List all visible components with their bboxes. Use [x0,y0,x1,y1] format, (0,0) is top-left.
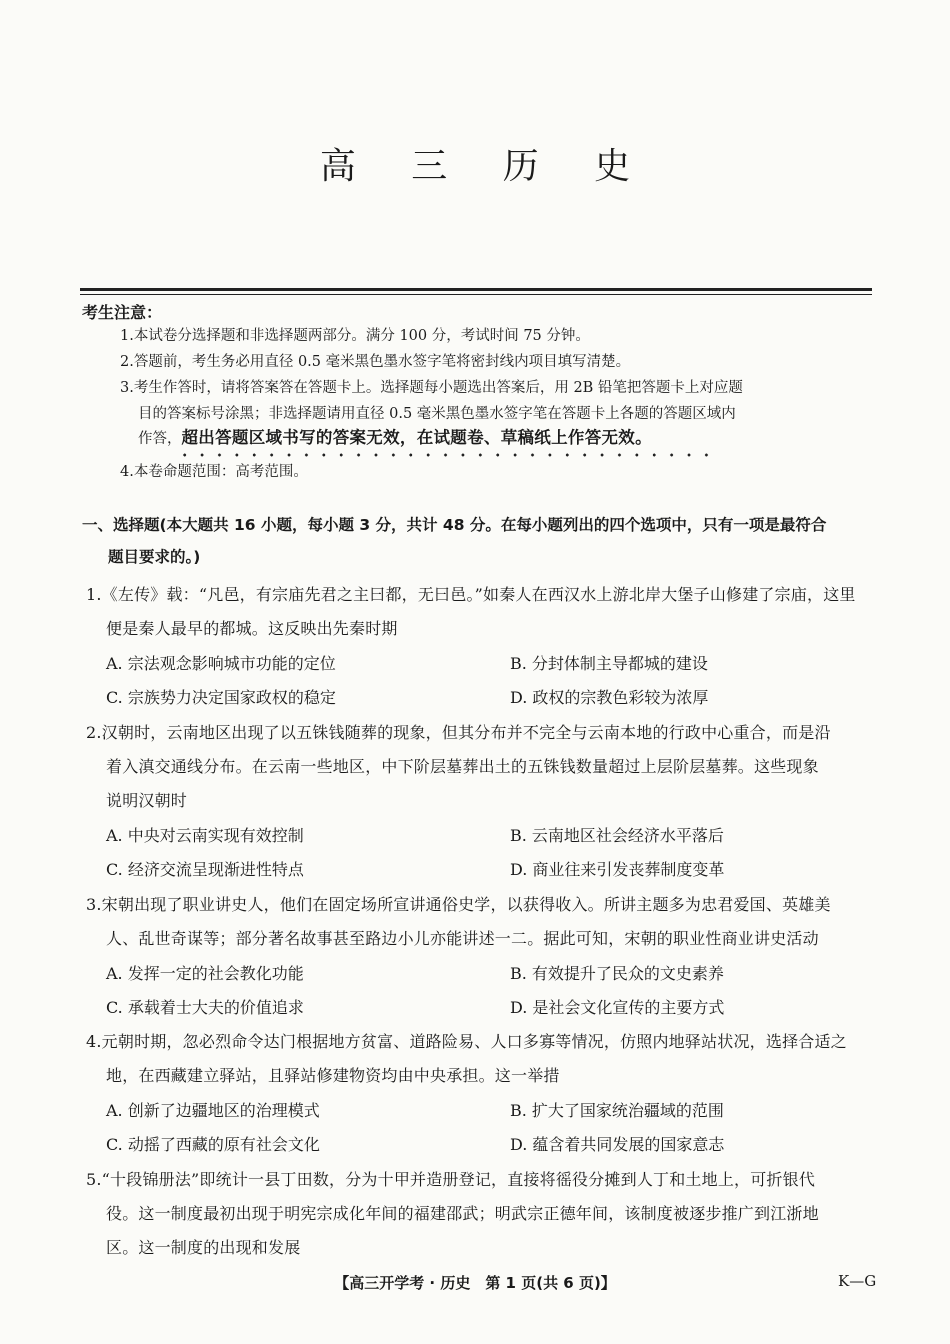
option-c[interactable]: C. 宗族势力决定国家政权的稳定 [106,688,336,707]
section-heading-cont: 题目要求的。) [108,548,201,566]
page-footer: 【高三开学考 · 历史 第 1 页(共 6 页)】 [334,1274,616,1292]
notice-item-3-emphasis-line [138,428,652,449]
paper-code: K—G [838,1272,877,1290]
question-line: 4.元朝时期，忽必烈命令达门根据地方贫富、道路险易、人口多寡等情况，仿照内地驿站状况，选择合适之 [86,1032,847,1051]
question-line: 2.汉朝时，云南地区出现了以五铢钱随葬的现象，但其分布并不完全与云南本地的行政中心重合，而是沿 [86,723,831,742]
header-rule-thick [80,288,872,291]
notice-item-4: 4.本卷命题范围：高考范围。 [120,464,308,480]
question-line: 区。这一制度的出现和发展 [106,1238,301,1257]
question-line: 5.“十段锦册法”即统计一县丁田数，分为十甲并造册登记，直接将徭役分摊到人丁和土地上，可折银代 [86,1170,816,1189]
question-line: 着入滇交通线分布。在云南一些地区，中下阶层墓葬出土的五铢钱数量超过上层阶层墓葬。这些现象 [106,757,819,776]
option-b[interactable]: B. 分封体制主导都城的建设 [510,654,708,673]
question-line: 1.《左传》载：“凡邑，有宗庙先君之主曰都，无曰邑。”如秦人在西汉水上游北岸大堡子山修建了宗庙，这里 [86,585,856,604]
option-a[interactable]: A. 创新了边疆地区的治理模式 [106,1101,320,1120]
question-line: 役。这一制度最初出现于明宪宗成化年间的福建邵武；明武宗正德年间，该制度被逐步推广到江浙地 [106,1204,819,1223]
option-b[interactable]: B. 有效提升了民众的文史素养 [510,964,724,983]
page-title: 高 三 历 史 [319,146,653,187]
emphasis-dots [176,452,716,458]
question-line: 3.宋朝出现了职业讲史人，他们在固定场所宣讲通俗史学，以获得收入。所讲主题多为忠君爱国、英雄美 [86,895,831,914]
question-line: 便是秦人最早的都城。这反映出先秦时期 [106,619,398,638]
notice-item-2: 2.答题前，考生务必用直径 0.5 毫米黑色墨水签字笔将密封线内项目填写清楚。 [120,354,631,370]
notice-item-3-cont: 目的答案标号涂黑；非选择题请用直径 0.5 毫米黑色墨水签字笔在答题卡上各题的答题区域内 [138,406,736,422]
option-d[interactable]: D. 蕴含着共同发展的国家意志 [510,1135,725,1154]
option-a[interactable]: A. 发挥一定的社会教化功能 [106,964,304,983]
question-line: 地，在西藏建立驿站，且驿站修建物资均由中央承担。这一举措 [106,1066,560,1085]
option-d[interactable]: D. 是社会文化宣传的主要方式 [510,998,725,1017]
option-a[interactable]: A. 中央对云南实现有效控制 [106,826,304,845]
question-line: 说明汉朝时 [106,791,188,810]
option-c[interactable]: C. 经济交流呈现渐进性特点 [106,860,304,879]
option-c[interactable]: C. 动摇了西藏的原有社会文化 [106,1135,320,1154]
notice-item-3-prefix: 作答， [138,431,182,447]
notice-item-1: 1.本试卷分选择题和非选择题两部分。满分 100 分，考试时间 75 分钟。 [120,328,590,344]
option-d[interactable]: D. 政权的宗教色彩较为浓厚 [510,688,709,707]
notice-item-3: 3.考生作答时，请将答案答在答题卡上。选择题每小题选出答案后，用 2B 铅笔把答题卡上对应题 [120,380,743,396]
option-d[interactable]: D. 商业往来引发丧葬制度变革 [510,860,725,879]
notice-heading: 考生注意： [82,303,163,322]
option-b[interactable]: B. 云南地区社会经济水平落后 [510,826,724,845]
notice-emphasis-text: 超出答题区域书写的答案无效，在试题卷、草稿纸上作答无效。 [181,428,652,447]
option-c[interactable]: C. 承载着士大夫的价值追求 [106,998,304,1017]
section-heading: 一、选择题(本大题共 16 小题，每小题 3 分，共计 48 分。在每小题列出的四个选项中，只有一项是最符合 [82,516,827,534]
header-rule-thin [80,294,872,295]
option-b[interactable]: B. 扩大了国家统治疆域的范围 [510,1101,724,1120]
option-a[interactable]: A. 宗法观念影响城市功能的定位 [106,654,336,673]
question-line: 人、乱世奇谋等；部分著名故事甚至路边小儿亦能讲述一二。据此可知，宋朝的职业性商业讲史活动 [106,929,819,948]
